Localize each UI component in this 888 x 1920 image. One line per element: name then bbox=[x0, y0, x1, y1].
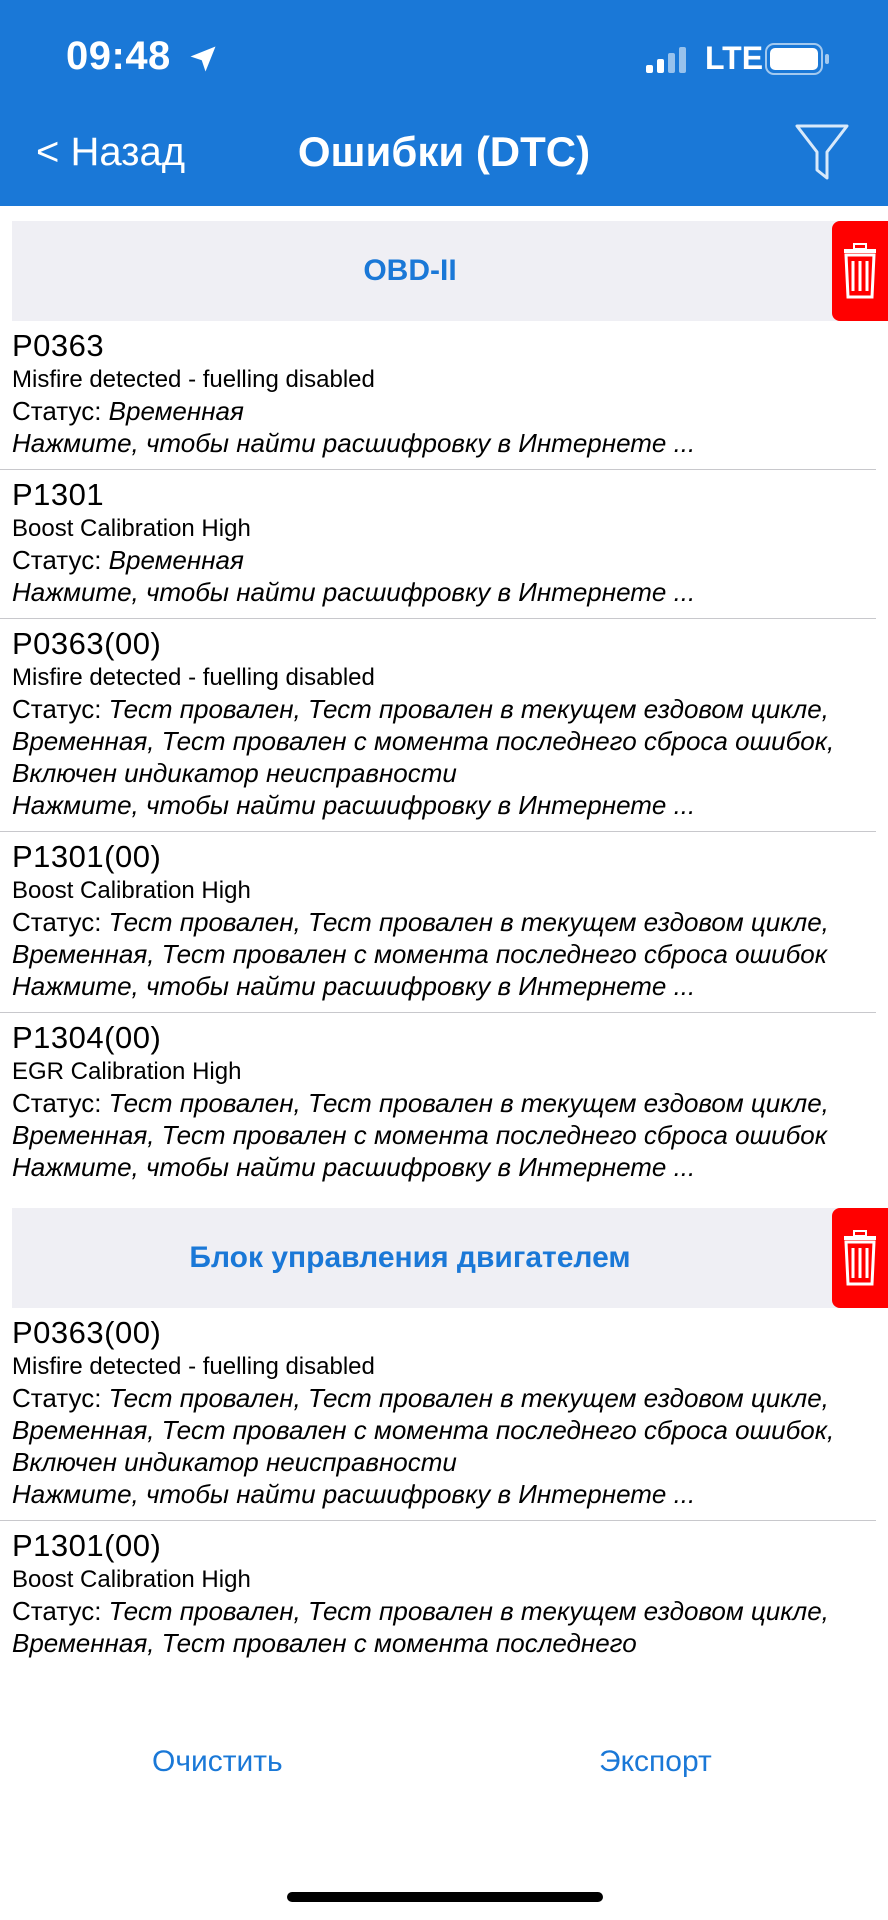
network-type: LTE bbox=[705, 40, 764, 76]
delete-section-button[interactable] bbox=[832, 1208, 888, 1308]
dtc-description: EGR Calibration High bbox=[12, 1058, 242, 1085]
status-label: Статус: bbox=[12, 545, 109, 575]
dtc-description: Misfire detected - fuelling disabled bbox=[12, 1353, 375, 1380]
status-value: Временная bbox=[108, 396, 244, 426]
dtc-status bbox=[12, 906, 864, 970]
search-hint: Нажмите, чтобы найти расшифровку в Интернете ... bbox=[12, 1152, 696, 1182]
dtc-description: Boost Calibration High bbox=[12, 1566, 251, 1593]
dtc-code: P1301 bbox=[12, 477, 105, 512]
status-label: Статус: bbox=[12, 396, 109, 426]
dtc-code: P0363(00) bbox=[12, 626, 162, 661]
trash-icon bbox=[840, 241, 880, 301]
dtc-description: Boost Calibration High bbox=[12, 515, 251, 542]
trash-icon bbox=[840, 1228, 880, 1288]
status-label: Статус: bbox=[12, 907, 109, 937]
section-title: OBD-II bbox=[363, 254, 457, 287]
dtc-status bbox=[12, 544, 864, 576]
search-hint: Нажмите, чтобы найти расшифровку в Интернете ... bbox=[12, 428, 696, 458]
search-hint: Нажмите, чтобы найти расшифровку в Интернете ... bbox=[12, 1479, 696, 1509]
search-hint: Нажмите, чтобы найти расшифровку в Интернете ... bbox=[12, 971, 696, 1001]
dtc-status bbox=[12, 693, 864, 789]
section-header-engine-ecu bbox=[12, 1208, 876, 1308]
export-button[interactable]: Экспорт bbox=[599, 1745, 712, 1778]
status-value: Временная bbox=[108, 545, 244, 575]
home-indicator[interactable] bbox=[287, 1892, 603, 1902]
filter-icon[interactable] bbox=[794, 122, 850, 184]
navigation-bar bbox=[0, 0, 888, 206]
search-hint: Нажмите, чтобы найти расшифровку в Интернете ... bbox=[12, 577, 696, 607]
battery-icon bbox=[765, 42, 831, 76]
status-value: Тест провален, Тест провален в текущем ездовом цикле, Временная, Тест провален с момента последнего сброса ошибок, Включен индикатор неисправности bbox=[12, 694, 835, 788]
dtc-list[interactable] bbox=[0, 206, 888, 1688]
location-arrow-icon bbox=[188, 44, 218, 74]
dtc-code: P0363 bbox=[12, 328, 105, 363]
dtc-status bbox=[12, 395, 864, 427]
dtc-row[interactable] bbox=[0, 619, 876, 832]
status-value: Тест провален, Тест провален в текущем ездовом цикле, Временная, Тест провален с момента последнего сброса ошибок bbox=[12, 907, 829, 969]
page-title: Ошибки (DTC) bbox=[297, 128, 591, 175]
dtc-code: P1304(00) bbox=[12, 1020, 162, 1055]
dtc-status bbox=[12, 1382, 864, 1478]
dtc-row[interactable] bbox=[0, 1308, 876, 1521]
section-title: Блок управления двигателем bbox=[189, 1241, 631, 1274]
back-button[interactable]: < Назад bbox=[36, 130, 186, 174]
dtc-description: Boost Calibration High bbox=[12, 877, 251, 904]
clear-button[interactable]: Очистить bbox=[152, 1745, 283, 1778]
dtc-code: P0363(00) bbox=[12, 1315, 162, 1350]
dtc-row[interactable] bbox=[0, 1013, 876, 1193]
status-label: Статус: bbox=[12, 694, 109, 724]
dtc-description: Misfire detected - fuelling disabled bbox=[12, 366, 375, 393]
dtc-code: P1301(00) bbox=[12, 839, 162, 874]
search-hint: Нажмите, чтобы найти расшифровку в Интернете ... bbox=[12, 790, 696, 820]
status-label: Статус: bbox=[12, 1383, 109, 1413]
section-header-obd2 bbox=[12, 221, 876, 321]
status-value: Тест провален, Тест провален в текущем ездовом цикле, Временная, Тест провален с момента последнего bbox=[12, 1596, 829, 1658]
dtc-code: P1301(00) bbox=[12, 1528, 162, 1563]
status-value: Тест провален, Тест провален в текущем ездовом цикле, Временная, Тест провален с момента последнего сброса ошибок bbox=[12, 1088, 829, 1150]
signal-icon bbox=[646, 45, 692, 75]
dtc-row[interactable] bbox=[0, 832, 876, 1013]
dtc-row[interactable] bbox=[0, 1521, 876, 1669]
dtc-status bbox=[12, 1595, 864, 1659]
dtc-row[interactable] bbox=[0, 321, 876, 470]
dtc-status bbox=[12, 1087, 864, 1151]
dtc-row[interactable] bbox=[0, 470, 876, 619]
status-value: Тест провален, Тест провален в текущем ездовом цикле, Временная, Тест провален с момента последнего сброса ошибок, Включен индикатор неисправности bbox=[12, 1383, 835, 1477]
delete-section-button[interactable] bbox=[832, 221, 888, 321]
status-label: Статус: bbox=[12, 1088, 109, 1118]
dtc-description: Misfire detected - fuelling disabled bbox=[12, 664, 375, 691]
status-time: 09:48 bbox=[66, 34, 171, 78]
status-label: Статус: bbox=[12, 1596, 109, 1626]
